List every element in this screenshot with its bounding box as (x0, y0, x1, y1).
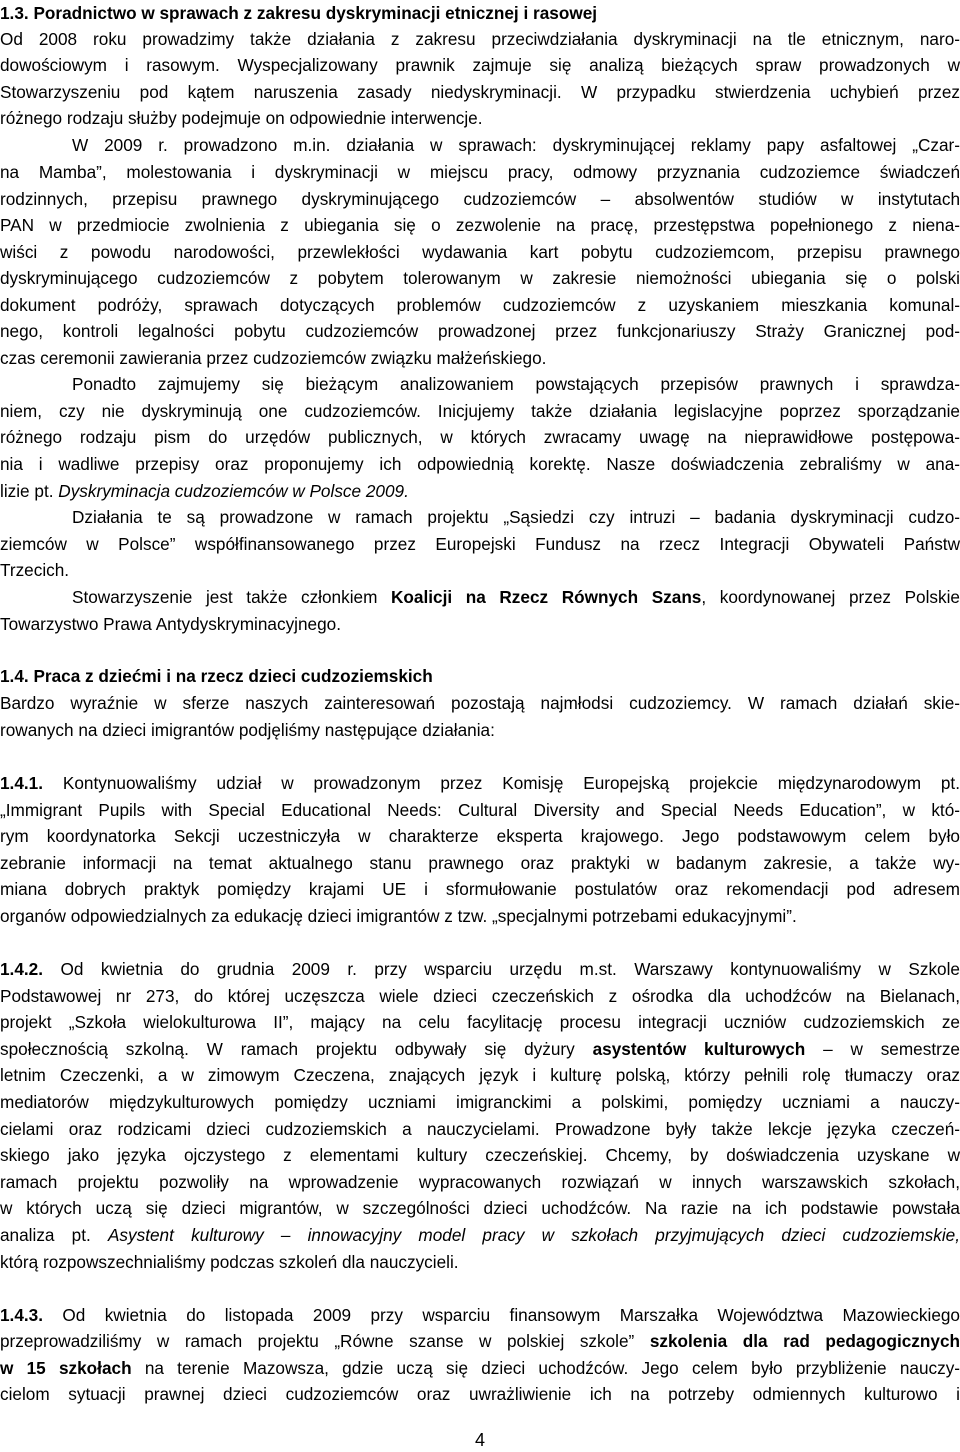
paragraph-line: Działania te są prowadzone w ramach projektu „Sąsiedzi czy intruzi – badania dyskryminacji cudzo- (72, 507, 960, 527)
schools-count-term: w 15 szkołach (0, 1358, 132, 1378)
subsection-number-1-4-1: 1.4.1. (0, 773, 44, 793)
paragraph-line: w których uczą się dzieci migrantów, w szczególności dzieci uchodźców. Na razie na ich podstawie powstała (0, 1198, 960, 1218)
text-span: na terenie Mazowsza, gdzie uczą się dzieci uchodźców. Jego celem było przybliżenie nauczy- (131, 1358, 960, 1378)
paragraph-line: cielami oraz rodzicami dzieci cudzoziemskich a nauczycielami. Prowadzone były także lekcje języka czeczeń- (0, 1119, 960, 1139)
paragraph-line: na Mamba”, molestowania i dyskryminacji w miejscu pracy, odmowy przyznania cudzoziemce świadczeń (0, 162, 960, 182)
paragraph-line (0, 1328, 960, 1354)
paragraph-line: nia i wadliwe przepisy oraz proponujemy ich odpowiednią korektę. Nasze doświadczenia zebraliśmy w ana- (0, 454, 960, 474)
cultural-assistants-term: asystentów kulturowych (592, 1039, 806, 1059)
text-span: – w semestrze (805, 1039, 960, 1059)
section-heading-1-4: 1.4. Praca z dziećmi i na rzecz dzieci cudzoziemskich (0, 666, 433, 686)
paragraph-line: cielom sytuacji prawnej dzieci cudzoziemców oraz uwrażliwienie ich na potrzeby odmiennych kulturowo i (0, 1384, 960, 1404)
paragraph-line (0, 956, 960, 982)
text-span: Od kwietnia do grudnia 2009 r. przy wsparciu urzędu m.st. Warszawy kontynuowaliśmy w Szkole (43, 959, 960, 979)
page-number: 4 (474, 1430, 485, 1450)
paragraph-line: zebranie informacji na temat aktualnego stanu prawnego oraz praktyki w badanym zakresie, a także wy- (0, 853, 960, 873)
subsection-number-1-4-2: 1.4.2. (0, 959, 44, 979)
paragraph-line (0, 478, 960, 504)
paragraph-line: różnego rodzaju pism do urzędów publicznych, w których zwracamy uwagę na nieprawidłowe postępowa- (0, 427, 960, 447)
paragraph-line: Podstawowej nr 273, do której uczęszcza wiele dzieci czeczeńskich z ośrodka dla uchodźców na Bielanach, (0, 986, 960, 1006)
paragraph-line: ramach projektu pozwoliły na wprowadzenie wypracowanych rozwiązań w innych warszawskich szkołach, (0, 1172, 960, 1192)
paragraph-line (72, 584, 960, 610)
paragraph-line: miana dobrych praktyk pomiędzy krajami UE i sformułowanie postulatów oraz rekomendacji pod adresem (0, 879, 960, 899)
paragraph-line (0, 1355, 960, 1381)
text-span: przeprowadziliśmy w ramach projektu „Równe szanse w polskiej szkole” (0, 1331, 650, 1351)
paragraph-line: Bardzo wyraźnie w sferze naszych zainteresowań pozostają najmłodsi cudzoziemcy. W ramach działań skie- (0, 693, 960, 713)
section-heading-1-3: 1.3. Poradnictwo w sprawach z zakresu dyskryminacji etnicznej i rasowej (0, 3, 598, 23)
paragraph-line: którą rozpowszechnialiśmy podczas szkoleń dla nauczycieli. (0, 1252, 459, 1272)
publication-title: Dyskryminacja cudzoziemców w Polsce 2009. (58, 481, 409, 501)
paragraph-line: wiści z powodu narodowości, przewlekłości wydawania kart pobytu cudzoziemcom, przepisu prawnego (0, 242, 960, 262)
paragraph-line: letnim Czeczenki, a w zimowym Czeczena, znających język i kulturę polską, którzy pełnili rolę tłumaczy oraz (0, 1065, 960, 1085)
paragraph-line (0, 1036, 960, 1062)
coalition-name: Koalicji na Rzecz Równych Szans (391, 587, 702, 607)
paragraph-line: dokument podróży, sprawach dotyczących problemów cudzoziemców z uzyskaniem mieszkania komunal- (0, 295, 960, 315)
paragraph-line: różnego rodzaju służby podejmuje on odpowiednie interwencje. (0, 108, 483, 128)
paragraph-line: czas ceremonii zawierania przez cudzoziemców związku małżeńskiego. (0, 348, 547, 368)
paragraph-line: „Immigrant Pupils with Special Educational Needs: Cultural Diversity and Special Needs Education”, w któ- (0, 800, 960, 820)
paragraph-line: mediatorów międzykulturowych pomiędzy uczniami imigranckimi a polskimi, pomiędzy uczniami a nauczy- (0, 1092, 960, 1112)
text-span: analiza pt. (0, 1225, 108, 1245)
paragraph-line (0, 770, 960, 796)
paragraph-line: dowościowym i rasowym. Wyspecjalizowany prawnik zajmuje się analizą bieżących spraw prowadzonych w (0, 55, 960, 75)
publication-title: Asystent kulturowy – innowacyjny model pracy w szkołach przyjmujących dzieci cudzoziemskie, (107, 1225, 960, 1245)
text-span: , koordynowanej przez Polskie (701, 587, 960, 607)
paragraph-line: W 2009 r. prowadzono m.in. działania w sprawach: dyskryminującej reklamy papy asfaltowej „Czar- (72, 135, 960, 155)
paragraph-line: rym koordynatorka Sekcji uczestniczyła w charakterze eksperta krajowego. Jego podstawowym celem było (0, 826, 960, 846)
paragraph-line: rowanych na dzieci imigrantów podjęliśmy następujące działania: (0, 720, 495, 740)
subsection-number-1-4-3: 1.4.3. (0, 1305, 44, 1325)
paragraph-line: dyskryminującego cudzoziemców z pobytem tolerowanym w zakresie niemożności ubiegania się o polski (0, 268, 960, 288)
paragraph-line: Stowarzyszeniu pod kątem naruszenia zasady niedyskryminacji. W przypadku stwierdzenia uchybień przez (0, 82, 960, 102)
paragraph-line (0, 1302, 960, 1328)
paragraph-line: rodzinnych, przepisu prawnego dyskryminującego cudzoziemców – absolwentów studiów w instytutach (0, 189, 960, 209)
text-span: społecznością szkolną. W ramach projektu odbywały się dyżury (0, 1039, 593, 1059)
text-span: Od kwietnia do listopada 2009 przy wsparciu finansowym Marszałka Województwa Mazowieckiego (43, 1305, 960, 1325)
paragraph-line: niem, czy nie dyskryminują one cudzoziemców. Inicjujemy także działania legislacyjne poprzez sporządzanie (0, 401, 960, 421)
paragraph-line: Trzecich. (0, 560, 70, 580)
paragraph-line (0, 1222, 960, 1248)
text-span: Stowarzyszenie jest także członkiem (72, 587, 391, 607)
paragraph-line: nego, kontroli legalności pobytu cudzoziemców prowadzonej przez funkcjonariuszy Straży Granicznej pod- (0, 321, 960, 341)
training-term: szkolenia dla rad pedagogicznych (649, 1331, 960, 1351)
paragraph-line: skiego jako języka ojczystego z elementami kultury czeczeńskiej. Chcemy, by doświadczenia uzyskane w (0, 1145, 960, 1165)
paragraph-line: organów odpowiedzialnych za edukację dzieci imigrantów z tzw. „specjalnymi potrzebami edukacyjnymi”. (0, 906, 797, 926)
text-span: Kontynuowaliśmy udział w prowadzonym przez Komisję Europejską projekcie międzynarodowym pt. (43, 773, 960, 793)
text-span: lizie pt. (0, 481, 59, 501)
paragraph-line: Ponadto zajmujemy się bieżącym analizowaniem powstających przepisów prawnych i sprawdza- (72, 374, 960, 394)
paragraph-line: projekt „Szkoła wielokulturowa II”, mający na celu facylitację procesu integracji uczniów cudzoziemskich ze (0, 1012, 960, 1032)
paragraph-line: PAN w przedmiocie zwolnienia z ubiegania się o zezwolenie na pracę, przestępstwa popełnionego z niena- (0, 215, 960, 235)
paragraph-line: ziemców w Polsce” współfinansowanego przez Europejski Fundusz na rzecz Integracji Obywateli Państw (0, 534, 960, 554)
paragraph-line: Od 2008 roku prowadzimy także działania z zakresu przeciwdziałania dyskryminacji na tle etnicznym, naro- (0, 29, 960, 49)
paragraph-line: Towarzystwo Prawa Antydyskryminacyjnego. (0, 614, 342, 634)
